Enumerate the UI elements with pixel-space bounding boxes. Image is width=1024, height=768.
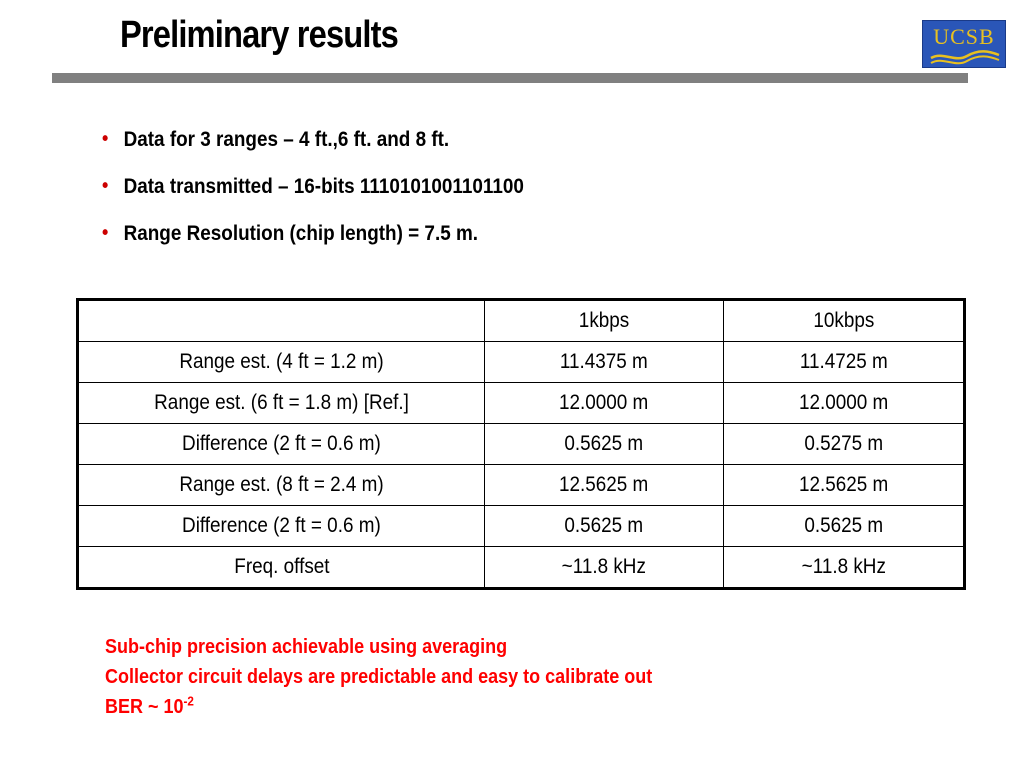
table-header-cell: [78, 300, 485, 342]
note-line: Collector circuit delays are predictable and easy to calibrate out: [105, 666, 653, 688]
table-cell: ~11.8 kHz: [485, 547, 724, 589]
table-row: [78, 506, 965, 547]
table-cell: Range est. (4 ft = 1.2 m): [78, 342, 485, 383]
table-cell: 0.5625 m: [724, 506, 965, 547]
table-cell: Difference (2 ft = 0.6 m): [78, 424, 485, 465]
logo-waves-icon: [929, 49, 1001, 65]
table-row: [78, 424, 965, 465]
bullet-text: Data transmitted – 16-bits 1110101001101100: [123, 175, 524, 198]
table-cell: 11.4375 m: [485, 342, 724, 383]
bullet-dot-icon: •: [102, 128, 109, 150]
bullet-dot-icon: •: [102, 222, 109, 244]
table-header-cell: 1kbps: [485, 300, 724, 342]
table-cell: ~11.8 kHz: [724, 547, 965, 589]
table-header-cell: 10kbps: [724, 300, 965, 342]
bullet-list: [102, 128, 571, 269]
logo-text: UCSB: [933, 24, 995, 49]
title-divider: [52, 73, 968, 83]
table-cell: Freq. offset: [78, 547, 485, 589]
note-line: Sub-chip precision achievable using averaging: [105, 636, 508, 658]
table-row: [78, 547, 965, 589]
table-cell: 12.0000 m: [724, 383, 965, 424]
table-cell: Range est. (6 ft = 1.8 m) [Ref.]: [78, 383, 485, 424]
table-cell: 12.0000 m: [485, 383, 724, 424]
table-cell: 0.5625 m: [485, 424, 724, 465]
table-cell: 0.5625 m: [485, 506, 724, 547]
table-row: [78, 342, 965, 383]
bullet-dot-icon: •: [102, 175, 109, 197]
bullet-item: [102, 128, 524, 175]
table-row: [78, 383, 965, 424]
table-row: [78, 465, 965, 506]
slide-title: Preliminary results: [120, 14, 398, 56]
ber-exponent: -2: [183, 693, 194, 709]
ber-text: BER ~ 10: [105, 696, 184, 718]
table-cell: 12.5625 m: [724, 465, 965, 506]
table-cell: 0.5275 m: [724, 424, 965, 465]
bullet-text: Range Resolution (chip length) = 7.5 m.: [123, 222, 479, 245]
bullet-item: [102, 222, 524, 269]
table-cell: Range est. (8 ft = 2.4 m): [78, 465, 485, 506]
table-header-row: [78, 300, 965, 342]
bullet-item: [102, 175, 524, 222]
conclusion-notes: [105, 632, 652, 722]
table-cell: 11.4725 m: [724, 342, 965, 383]
note-line-ber: [105, 692, 652, 722]
table-cell: Difference (2 ft = 0.6 m): [78, 506, 485, 547]
results-table: [76, 298, 966, 590]
table-cell: 12.5625 m: [485, 465, 724, 506]
ucsb-logo: [922, 20, 1006, 68]
bullet-text: Data for 3 ranges – 4 ft.,6 ft. and 8 ft.: [123, 128, 450, 151]
